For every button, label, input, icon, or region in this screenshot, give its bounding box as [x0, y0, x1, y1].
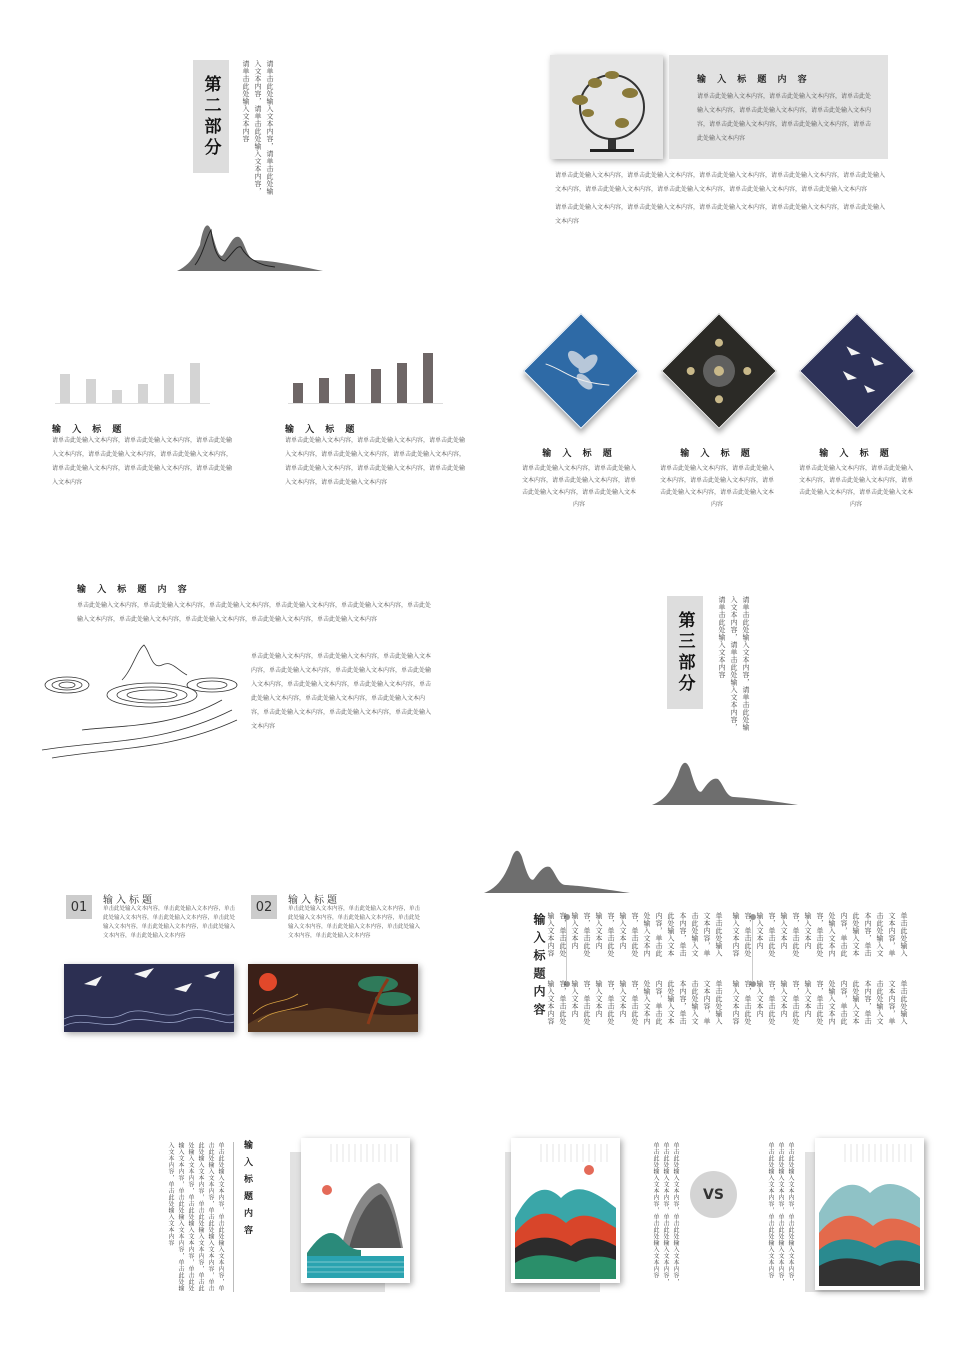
bar — [86, 379, 96, 403]
slide2-title: 输 入 标 题 内 容 — [697, 75, 811, 85]
slide10-left-text: 单击此处输入文本内容，单击此处输入文本内容，单击此处输入文本内容，单击此处输入文本内容，单击此处输入文本内容，单击此处输入文本内容 — [652, 1142, 679, 1285]
slide2-title-box — [669, 55, 888, 159]
slide3-left-text: 请单击此处输入文本内容，请单击此处输入文本内容，请单击此处输入文本内容，请单击此处输入文本内容，请单击此处输入文本内容，请单击此处输入文本内容，请单击此处输入文本内容，请单击此处输入文本内容 — [52, 437, 233, 486]
right-bar-chart — [288, 350, 443, 404]
slide9-title: 输入标题内容 — [242, 1140, 252, 1242]
slide2-box-text: 请单击此处输入文本内容，请单击此处输入文本内容，请单击此处输入文本内容，请单击此处输入文本内容，请单击此处输入文本内容，请单击此处输入文本内容，请单击此处输入文本内容，请单击此处输入文本内容 — [697, 93, 872, 142]
diamond-caption-3 — [797, 446, 915, 511]
item-01-text: 单击此处输入文本内容，单击此处输入文本内容，单击此处输入文本内容，单击此处输入文本内容，单击此处输入文本内容，单击此处输入文本内容，单击此处输入文本内容，单击此处输入文本内容 — [103, 906, 236, 939]
ink-mountain-1 — [175, 215, 325, 273]
section-two-label: 第二部分 — [193, 60, 229, 173]
diamond-title-3: 输 入 标 题 — [819, 449, 893, 459]
bar — [345, 374, 355, 403]
slide8-col-text-2: 单击此处输入文本内容，单击此处输入文本内容，单击此处输入文本内容，单击此处输入文本内容，单击此处输入文本内容，单击此处输入文本内容，单击此处输入文本内容，单击此处输入文本内容 — [547, 980, 723, 1025]
number-tag-01: 01 — [66, 895, 92, 919]
number-tag-02: 02 — [251, 895, 277, 919]
bar — [397, 363, 407, 403]
slide3-right-text: 请单击此处输入文本内容，请单击此处输入文本内容，请单击此处输入文本内容，请单击此处输入文本内容，请单击此处输入文本内容，请单击此处输入文本内容，请单击此处输入文本内容，请单击此处输入文本内容，请单击此处输入文本内容 — [285, 437, 466, 486]
diamond-title-1: 输 入 标 题 — [542, 449, 616, 459]
bar — [293, 383, 303, 403]
bar — [423, 353, 433, 403]
slide3-left-title: 输 入 标 题 — [52, 425, 126, 435]
section-three-label: 第三部分 — [667, 596, 703, 709]
bar — [60, 374, 70, 403]
diamond-image-blue-flower — [523, 313, 639, 429]
vs-badge — [690, 1171, 737, 1218]
bar — [138, 384, 148, 403]
slide5-top-text: 单击此处输入文本内容，单击此处输入文本内容，单击此处输入文本内容，单击此处输入文本内容，单击此处输入文本内容，单击此处输入文本内容，单击此处输入文本内容，单击此处输入文本内容，单击此处输入文本内容，单击此处输入文本内容 — [77, 602, 432, 623]
item-02-title: 输入标题 — [288, 895, 340, 906]
item-02-text: 单击此处输入文本内容，单击此处输入文本内容，单击此处输入文本内容，单击此处输入文本内容，单击此处输入文本内容，单击此处输入文本内容，单击此处输入文本内容，单击此处输入文本内容 — [288, 906, 421, 939]
diamond-caption-2 — [658, 446, 776, 511]
diamond-image-cranes — [799, 313, 915, 429]
poster-3-colorful-mountains — [815, 1138, 924, 1290]
bar — [371, 369, 381, 403]
bar — [190, 363, 200, 403]
bar — [112, 390, 122, 403]
slide8-col-text-4: 单击此处输入文本内容，单击此处输入文本内容，单击此处输入文本内容，单击此处输入文本内容，单击此处输入文本内容，单击此处输入文本内容，单击此处输入文本内容，单击此处输入文本内容 — [732, 980, 908, 1025]
slide8-col-text-3: 单击此处输入文本内容，单击此处输入文本内容，单击此处输入文本内容，单击此处输入文本内容，单击此处输入文本内容，单击此处输入文本内容，单击此处输入文本内容，单击此处输入文本内容 — [732, 912, 908, 957]
item-01-title: 输入标题 — [103, 895, 155, 906]
sculpture-image — [550, 55, 663, 159]
vs-label: VS — [703, 1186, 724, 1203]
line-art-landscape — [42, 640, 242, 760]
bar — [164, 374, 174, 403]
diamond-text-2: 请单击此处输入文本内容，请单击此处输入文本内容，请单击此处输入文本内容，请单击此处输入文本内容，请单击此处输入文本内容 — [659, 465, 774, 508]
cranes-waves-image — [64, 964, 234, 1032]
slide8-title: 输入标题内容 — [532, 913, 546, 1021]
ink-mountain-2 — [650, 755, 800, 807]
poster-2-colorful-mountains — [511, 1138, 620, 1283]
section-two-text: 请单击此处输入文本内容，请单击此处输入文本内容，请单击此处输入文本内容，请单击此处输入文本内容 — [242, 60, 274, 195]
slide2-para-1: 请单击此处输入文本内容，请单击此处输入文本内容，请单击此处输入文本内容，请单击此处输入文本内容，请单击此处输入文本内容，请单击此处输入文本内容，请单击此处输入文本内容，请单击此处输入文本内容，请单击此处输入文本内容 — [555, 172, 886, 193]
diamond-text-3: 请单击此处输入文本内容，请单击此处输入文本内容，请单击此处输入文本内容，请单击此处输入文本内容，请单击此处输入文本内容 — [798, 465, 913, 508]
slide9-text: 单击此处输入文本内容，单击此处输入文本内容，单击此处输入文本内容，单击此处输入文本内容，单击此处输入文本内容，单击此处输入文本内容，单击此处输入文本内容，单击此处输入文本内容，单击此处输入文本内容，单击此处输入文本内容，单击此处输入文本内容，单击此处输入文本内容 — [167, 1142, 224, 1292]
left-bar-chart — [55, 350, 210, 404]
slide5-side-text: 单击此处输入文本内容，单击此处输入文本内容，单击此处输入文本内容，单击此处输入文本内容，单击此处输入文本内容，单击此处输入文本内容，单击此处输入文本内容，单击此处输入文本内容，单击此处输入文本内容，单击此处输入文本内容，单击此处输入文本内容，单击此处输入文本内容，单击此处输入文本内容，单击此处输入文本内容 — [251, 653, 432, 730]
sunset-pine-image — [248, 964, 418, 1032]
slide3-right-title: 输 入 标 题 — [285, 425, 359, 435]
slide9-divider — [233, 1142, 234, 1292]
slide8-col-text-1: 单击此处输入文本内容，单击此处输入文本内容，单击此处输入文本内容，单击此处输入文本内容，单击此处输入文本内容，单击此处输入文本内容，单击此处输入文本内容，单击此处输入文本内容 — [547, 912, 723, 957]
bar — [319, 378, 329, 403]
section-three-text: 请单击此处输入文本内容，请单击此处输入文本内容，请单击此处输入文本内容，请单击此处输入文本内容 — [718, 596, 750, 731]
slide2-para-2: 请单击此处输入文本内容，请单击此处输入文本内容，请单击此处输入文本内容，请单击此处输入文本内容，请单击此处输入文本内容 — [555, 204, 886, 225]
slide10-right-text: 单击此处输入文本内容，单击此处输入文本内容，单击此处输入文本内容，单击此处输入文本内容，单击此处输入文本内容，单击此处输入文本内容 — [767, 1142, 794, 1285]
diamond-image-dark-pattern — [661, 313, 777, 429]
ink-mountain-3 — [482, 843, 632, 895]
diamond-text-1: 请单击此处输入文本内容，请单击此处输入文本内容，请单击此处输入文本内容，请单击此处输入文本内容，请单击此处输入文本内容 — [521, 465, 636, 508]
diamond-caption-1 — [520, 446, 638, 511]
diamond-title-2: 输 入 标 题 — [680, 449, 754, 459]
poster-1-mountain — [301, 1138, 410, 1283]
slide5-title: 输 入 标 题 内 容 — [77, 585, 191, 595]
